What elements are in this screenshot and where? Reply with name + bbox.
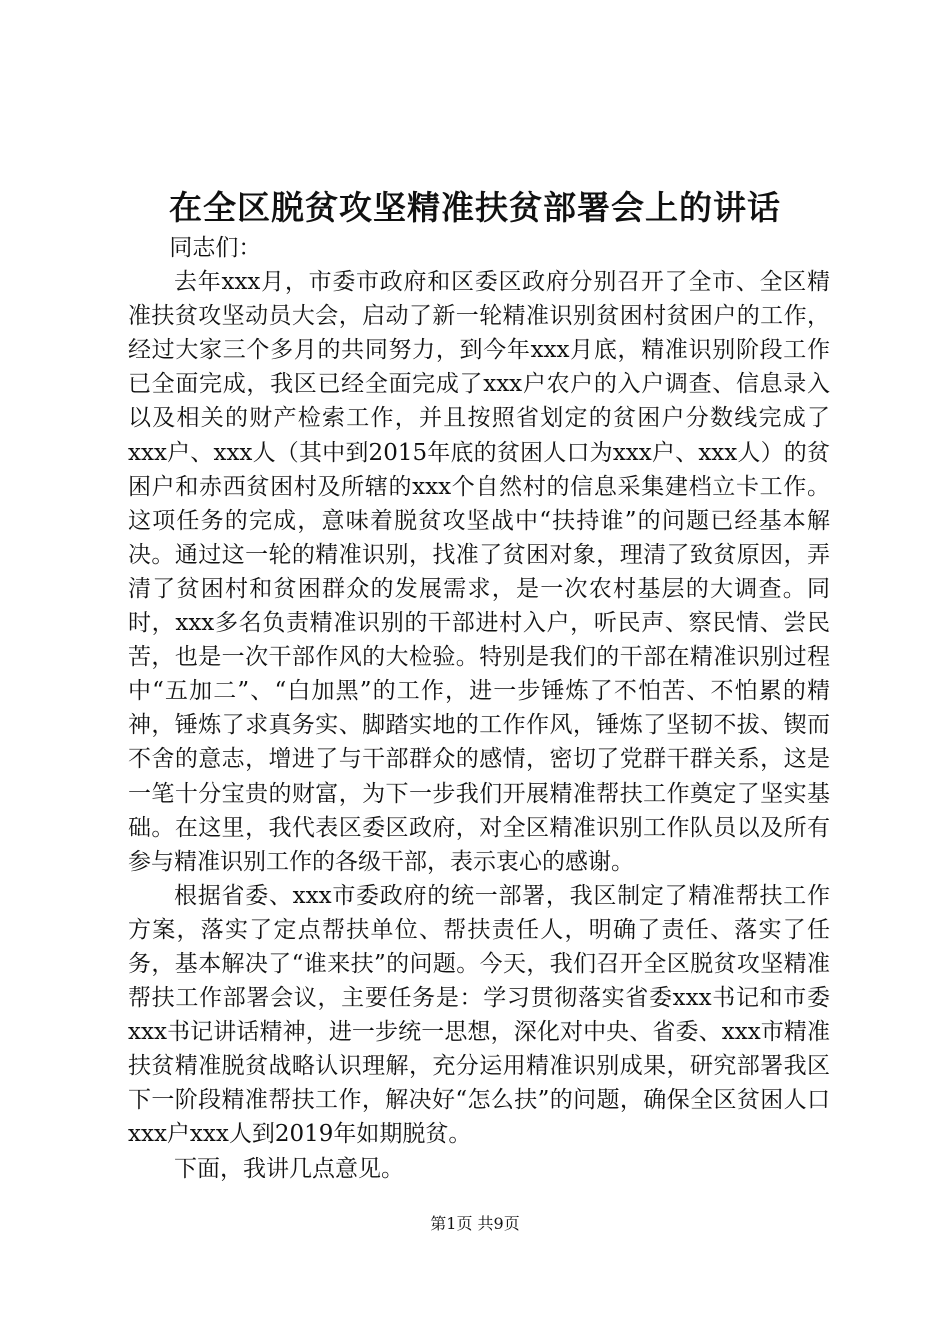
document-body: [128, 231, 830, 1186]
page-number-footer: 第1页 共9页: [430, 1214, 520, 1233]
paragraph-1: 去年xxx月，市委市政府和区委区政府分别召开了全市、全区精准扶贫攻坚动员大会，启动了新一轮精准识别贫困村贫困户的工作，经过大家三个多月的共同努力，到今年xxx月底，精准识别阶段工作已全面完成，我区已经全面完成了xxx户农户的入户调查、信息录入以及相关的财产检索工作，并且按照省划定的贫困户分数线完成了xxx户、xxx人（其中到2015年底的贫困人口为xxx户、xxx人）的贫困户和赤西贫困村及所辖的xxx个自然村的信息采集建档立卡工作。这项任务的完成，意味着脱贫攻坚战中“扶持谁”的问题已经基本解决。通过这一轮的精准识别，找准了贫困对象，理清了致贫原因，弄清了贫困村和贫困群众的发展需求，是一次农村基层的大调查。同时，xxx多名负责精准识别的干部进村入户，听民声、察民情、尝民苦，也是一次干部作风的大检验。特别是我们的干部在精准识别过程中“五加二”、“白加黑”的工作，进一步锤炼了不怕苦、不怕累的精神，锤炼了求真务实、脚踏实地的工作作风，锤炼了坚韧不拔、锲而不舍的意志，增进了与干部群众的感情，密切了党群干群关系，这是一笔十分宝贵的财富，为下一步我们开展精准帮扶工作奠定了坚实基础。在这里，我代表区委区政府，对全区精准识别工作队员以及所有参与精准识别工作的各级干部，表示衷心的感谢。: [128, 269, 830, 875]
document-title: 在全区脱贫攻坚精准扶贫部署会上的讲话: [169, 188, 781, 227]
paragraph-3: 下面，我讲几点意见。: [174, 1155, 404, 1182]
paragraph-2: 根据省委、xxx市委政府的统一部署，我区制定了精准帮扶工作方案，落实了定点帮扶单位、帮扶责任人，明确了责任、落实了任务，基本解决了“谁来扶”的问题。今天，我们召开全区脱贫攻坚精准帮扶工作部署会议，主要任务是：学习贯彻落实省委xxx书记和市委xxx书记讲话精神，进一步统一思想，深化对中央、省委、xxx市精准扶贫精准脱贫战略认识理解，充分运用精准识别成果，研究部署我区下一阶段精准帮扶工作，解决好“怎么扶”的问题，确保全区贫困人口xxx户xxx人到2019年如期脱贫。: [128, 882, 830, 1148]
salutation: 同志们：: [169, 235, 262, 261]
